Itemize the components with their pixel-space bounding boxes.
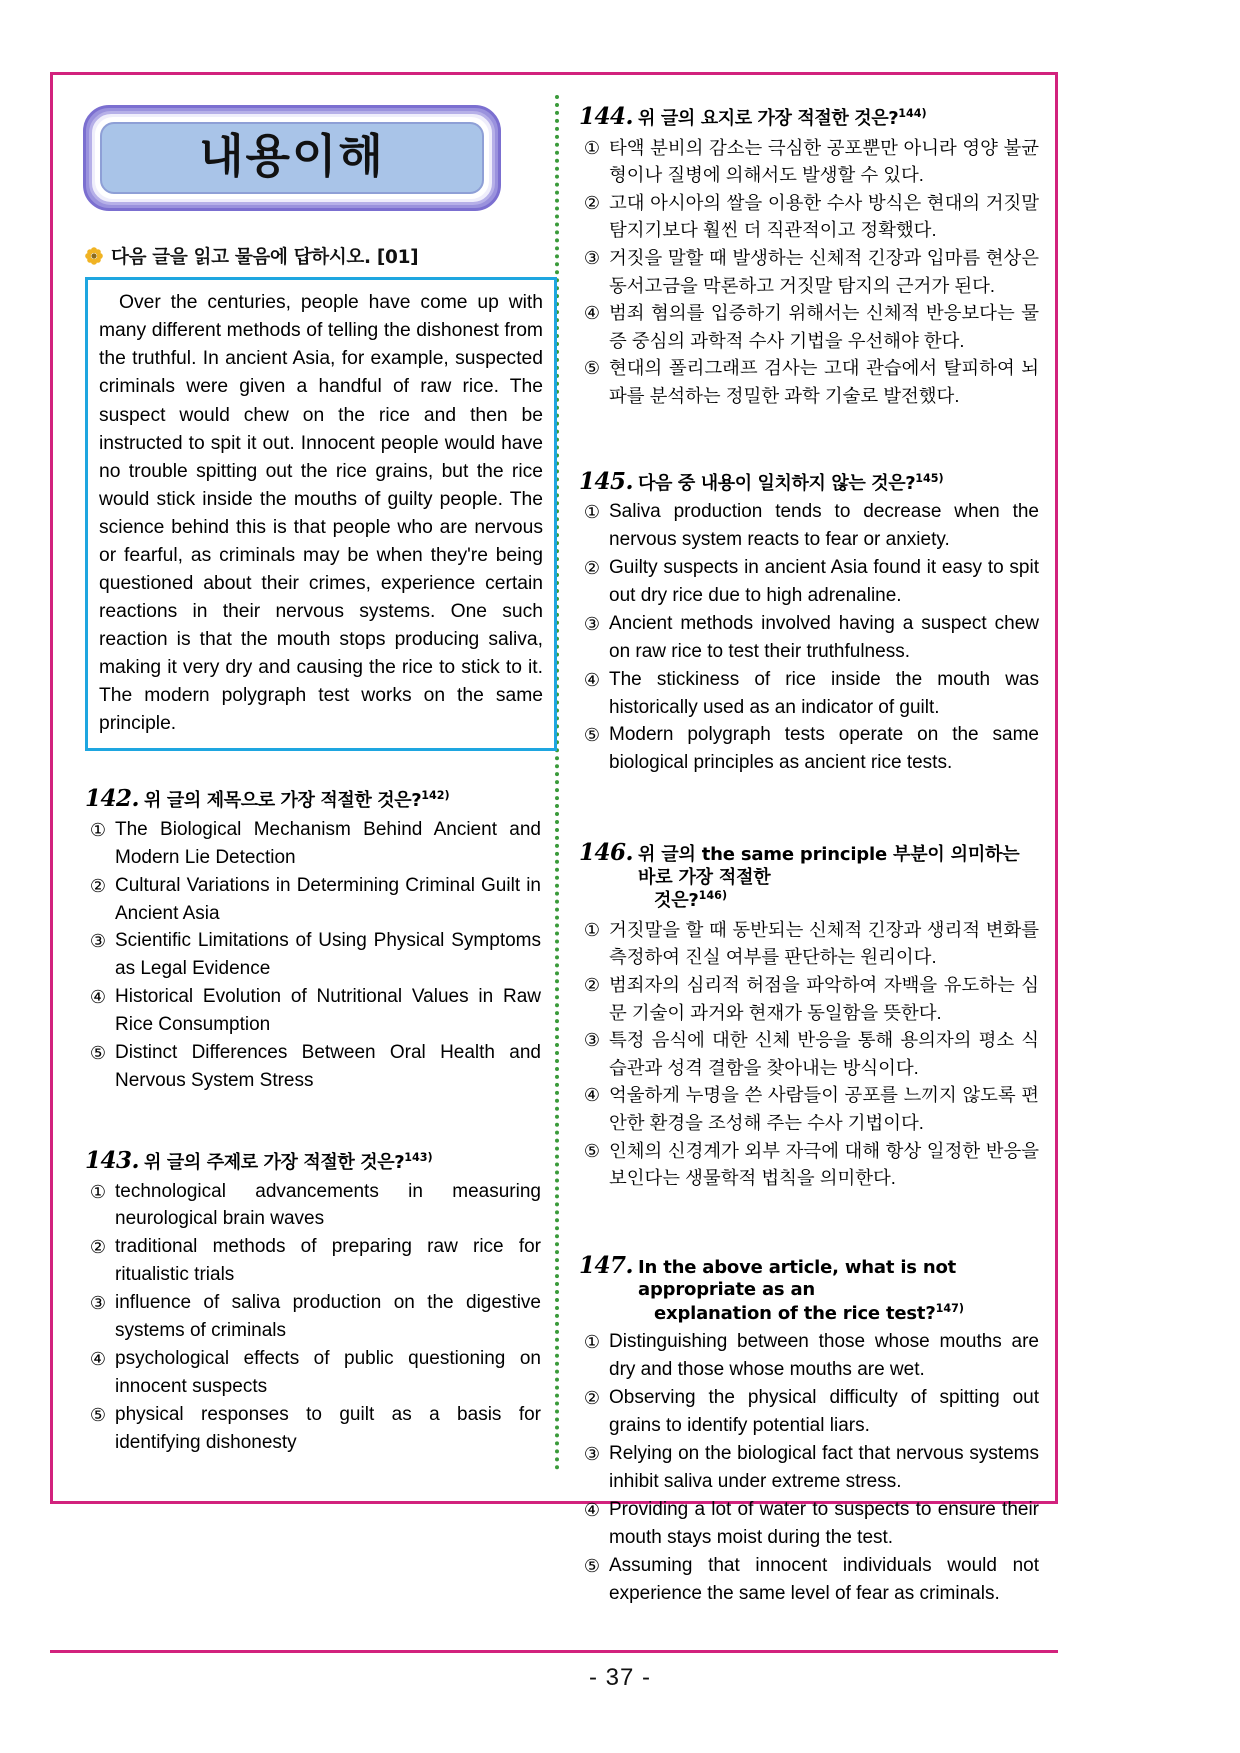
page-border-frame [50,72,1058,1604]
question-143 [85,1147,541,1457]
choice-item[interactable] [579,1552,1039,1608]
question-142-choices [85,816,541,1095]
choice-marker: ④ [583,1499,601,1520]
choice-item[interactable] [579,1328,1039,1384]
question-147-header [579,1252,1039,1326]
left-column [53,75,555,1501]
choice-text: 특정 음식에 대한 신체 반응을 통해 용의자의 평소 식습관과 성격 결함을 찾아내는 방식이다. [609,1029,1039,1078]
choice-marker: ① [583,137,601,158]
choice-item[interactable] [85,816,541,872]
choice-marker: ⑤ [89,1043,107,1064]
right-column [559,75,1055,1604]
choice-item[interactable] [85,983,541,1039]
choice-text: Saliva production tends to decrease when the nervous system reacts to fear or anxiety. [609,501,1039,551]
question-146 [579,839,1039,1192]
choice-marker: ⑤ [583,1555,601,1576]
choice-item[interactable] [85,1178,541,1234]
question-144-number: 144. [579,103,634,130]
choice-text: Distinct Differences Between Oral Health and Nervous System Stress [115,1042,541,1092]
question-145-header [579,468,1039,496]
banner-outer-ring [83,105,501,211]
page-number: - 37 - [588,1664,651,1691]
choice-text: Historical Evolution of Nutritional Values in Raw Rice Consumption [115,986,541,1036]
instruction-text: 다음 글을 읽고 물음에 답하시오. [01] [111,247,419,269]
choice-text: Cultural Variations in Determining Criminal Guilt in Ancient Asia [115,874,541,924]
question-147 [579,1252,1039,1608]
question-142-number: 142. [85,785,140,813]
question-146-stem: 위 글의 the same principle 부분이 의미하는 바로 가장 적절한 것은?$^{146)}$ [638,844,1020,912]
question-143-number: 143. [85,1147,140,1175]
choice-marker: ② [583,1388,601,1409]
choice-marker: ① [583,502,601,523]
choice-marker: ④ [89,987,107,1008]
choice-text: physical responses to guilt as a basis for identifying dishonesty [115,1403,541,1453]
choice-text: 범죄자의 심리적 허점을 파악하여 자백을 유도하는 심문 기술이 과거와 현재가 동일함을 뜻한다. [609,974,1039,1023]
question-144-stem: 위 글의 요지로 가장 적절한 것은?$^{144)}$ [638,107,927,129]
choice-marker: ① [89,1181,107,1202]
choice-text: technological advancements in measuring neurological brain waves [115,1180,541,1230]
choice-text: 범죄 혐의를 입증하기 위해서는 신체적 반응보다는 물증 중심의 과학적 수사 기법을 우선해야 한다. [609,302,1039,351]
choice-marker: ① [89,819,107,840]
question-146-header [579,839,1039,913]
choice-marker: ③ [583,1030,601,1051]
choice-item[interactable] [579,189,1039,244]
choice-marker: ③ [583,1444,601,1465]
flower-icon [85,247,103,265]
question-147-number: 147. [579,1251,634,1279]
choice-item[interactable] [579,610,1039,666]
banner-inner-plate [100,122,484,194]
section-title-banner [83,105,501,211]
choice-text: 거짓을 말할 때 발생하는 신체적 긴장과 입마름 현상은 동서고금을 막론하고 거짓말 탐지의 근거가 된다. [609,246,1039,296]
choice-text: 거짓말을 할 때 동반되는 신체적 긴장과 생리적 변화를 측정하여 진실 여부를 판단하는 원리이다. [609,918,1039,968]
choice-marker: ② [583,557,601,578]
question-145 [579,468,1039,778]
question-142-header [85,785,541,813]
choice-item[interactable] [85,1289,541,1345]
choice-marker: ⑤ [583,1140,601,1161]
choice-item[interactable] [579,354,1039,409]
choice-text: Scientific Limitations of Using Physical Symptoms as Legal Evidence [115,930,541,980]
choice-item[interactable] [579,666,1039,722]
choice-item[interactable] [579,916,1039,971]
choice-marker: ④ [583,303,601,324]
question-146-number: 146. [579,839,634,867]
choice-text: The stickiness of rice inside the mouth was historically used as an indicator of guilt. [609,668,1039,718]
choice-item[interactable] [579,554,1039,610]
footer-rule [50,1650,1058,1653]
question-145-stem: 다음 중 내용이 일치하지 않는 것은?$^{145)}$ [638,471,944,494]
question-142 [85,785,541,1095]
choice-item[interactable] [579,134,1039,189]
choice-marker: ④ [583,1085,601,1106]
question-143-header [85,1147,541,1175]
choice-marker: ② [583,192,601,213]
choice-item[interactable] [85,1345,541,1401]
choice-text: Guilty suspects in ancient Asia found it easy to spit out dry rice due to high adrenaline. [609,556,1039,606]
choice-marker: ④ [583,669,601,690]
question-147-stem: In the above article, what is not appropriate as an explanation of the rice test?$^{147)}$ [638,1256,964,1324]
question-144-header [579,103,1039,131]
section-title-text: 내용이해 [199,129,385,183]
choice-marker: ① [583,1332,601,1353]
choice-marker: ③ [89,931,107,952]
choice-text: influence of saliva production on the digestive systems of criminals [115,1292,541,1342]
choice-text: psychological effects of public questioning on innocent suspects [115,1348,541,1397]
choice-marker: ⑤ [89,1404,107,1425]
choice-text: 인체의 신경계가 외부 자극에 대해 항상 일정한 반응을 보인다는 생물학적 법칙을 의미한다. [609,1139,1039,1189]
question-145-number: 145. [579,467,634,495]
choice-text: Relying on the biological fact that nervous systems inhibit saliva under extreme stress. [609,1443,1039,1493]
choice-item[interactable] [85,872,541,928]
choice-item[interactable] [579,1081,1039,1136]
choice-item[interactable] [579,299,1039,354]
choice-item[interactable] [85,1401,541,1457]
instruction-row [85,243,541,269]
passage-box [85,277,557,751]
choice-item[interactable] [579,721,1039,777]
choice-text: traditional methods of preparing raw rice for ritualistic trials [115,1236,541,1286]
question-144 [579,103,1039,410]
choice-marker: ② [89,875,107,896]
question-143-choices [85,1178,541,1457]
two-column-layout [53,75,1055,1604]
choice-text: Observing the physical difficulty of spitting out grains to identify potential liars. [609,1387,1039,1437]
passage-text: Over the centuries, people have come up with many different methods of telling the dishonest from the truthful. In ancient Asia, for example, suspected criminals were given a handful of raw rice. The suspect would chew on the rice and then be instructed to spit it out. Innocent people would have no trouble spitting out the rice grains, but the rice would stick inside the mouths of guilty people. The science behind this is that people who are nervous or fearful, as criminals may be when they're being questioned about their crimes, experience certain reactions in their nervous systems. One such reaction is that the mouth stops producing saliva, making it very dry and causing the rice to stick to it. The modern polygraph test works on the same principle. [99,292,543,735]
choice-text: 현대의 폴리그래프 검사는 고대 관습에서 탈피하여 뇌파를 분석하는 정밀한 과학 기술로 발전했다. [609,357,1039,406]
choice-marker: ③ [89,1293,107,1314]
choice-item[interactable] [579,1026,1039,1081]
choice-text: 억울하게 누명을 쓴 사람들이 공포를 느끼지 않도록 편안한 환경을 조성해 주는 수사 기법이다. [609,1084,1039,1134]
choice-marker: ② [583,975,601,996]
choice-item[interactable] [579,244,1039,299]
choice-item[interactable] [579,1137,1039,1192]
choice-item[interactable] [579,1496,1039,1552]
choice-text: The Biological Mechanism Behind Ancient and Modern Lie Detection [115,818,541,868]
choice-text: Distinguishing between those whose mouths are dry and those whose mouths are wet. [609,1331,1039,1381]
question-143-stem: 위 글의 주제로 가장 적절한 것은?$^{143)}$ [144,1151,433,1174]
choice-item[interactable] [85,1039,541,1095]
choice-text: Modern polygraph tests operate on the same biological principles as ancient rice tests. [609,724,1039,774]
choice-item[interactable] [579,498,1039,554]
choice-marker: ④ [89,1349,107,1370]
question-147-choices [579,1328,1039,1607]
choice-item[interactable] [85,1233,541,1289]
question-146-choices [579,916,1039,1192]
choice-marker: ① [583,919,601,940]
banner-mid-ring [89,111,495,205]
choice-marker: ② [89,1237,107,1258]
choice-item[interactable] [579,1440,1039,1496]
question-144-choices [579,134,1039,410]
choice-marker: ⑤ [583,725,601,746]
choice-marker: ③ [583,613,601,634]
choice-text: 타액 분비의 감소는 극심한 공포뿐만 아니라 영양 불균형이나 질병에 의해서도 발생할 수 있다. [609,136,1039,186]
choice-marker: ③ [583,247,601,268]
choice-text: Providing a lot of water to suspects to ensure their mouth stays moist during the test. [609,1498,1039,1548]
choice-marker: ⑤ [583,358,601,379]
choice-text: Ancient methods involved having a suspect chew on raw rice to test their truthfulness. [609,612,1039,662]
question-142-stem: 위 글의 제목으로 가장 적절한 것은?$^{142)}$ [144,789,450,812]
choice-item[interactable] [85,927,541,983]
choice-item[interactable] [579,1384,1039,1440]
banner-inner-ring [95,117,489,199]
question-145-choices [579,498,1039,777]
choice-item[interactable] [579,971,1039,1026]
choice-text: Assuming that innocent individuals would not experience the same level of fear as criminals. [609,1554,1039,1604]
choice-text: 고대 아시아의 쌀을 이용한 수사 방식은 현대의 거짓말 탐지기보다 훨씬 더 직관적이고 정확했다. [609,191,1039,241]
